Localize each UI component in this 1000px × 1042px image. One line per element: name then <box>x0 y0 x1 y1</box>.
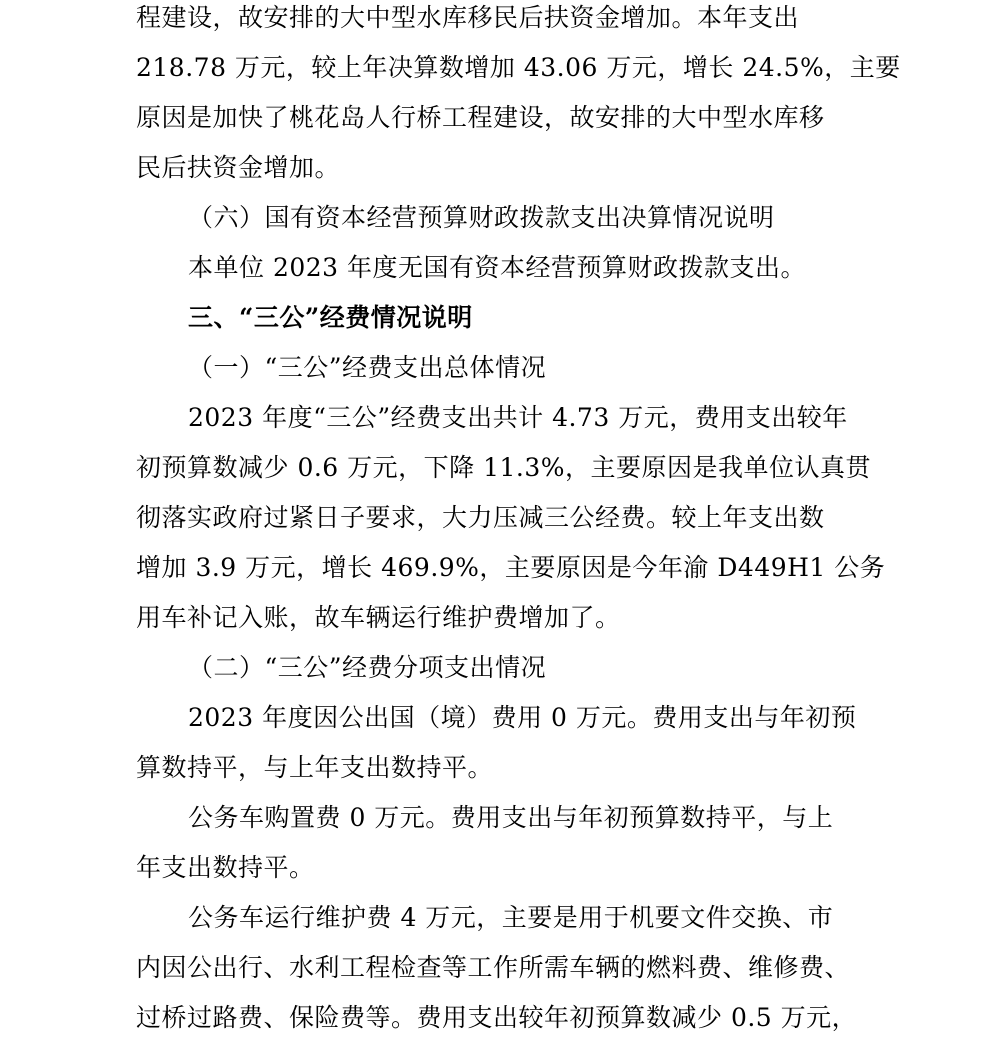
paragraph-line: 2023 年度因公出国（境）费用 0 万元。费用支出与年初预 <box>188 703 857 732</box>
section-heading: （二）“三公”经费分项支出情况 <box>188 653 547 682</box>
paragraph-line: 民后扶资金增加。 <box>136 153 341 182</box>
chapter-heading: 三、“三公”经费情况说明 <box>188 303 473 332</box>
section-heading: （六）国有资本经营预算财政拨款支出决算情况说明 <box>188 203 775 232</box>
paragraph-line: 彻落实政府过紧日子要求，大力压减三公经费。较上年支出数 <box>136 503 825 532</box>
paragraph-line: 2023 年度“三公”经费支出共计 4.73 万元，费用支出较年 <box>188 403 848 432</box>
paragraph-line: 增加 3.9 万元，增长 469.9%，主要原因是今年渝 D449H1 公务 <box>136 553 886 582</box>
paragraph-line: 公务车运行维护费 4 万元，主要是用于机要文件交换、市 <box>188 903 834 932</box>
paragraph-line: 年支出数持平。 <box>136 853 315 882</box>
section-heading: （一）“三公”经费支出总体情况 <box>188 353 547 382</box>
paragraph-line: 过桥过路费、保险费等。费用支出较年初预算数减少 0.5 万元， <box>136 1003 858 1032</box>
paragraph-line: 算数持平，与上年支出数持平。 <box>136 753 494 782</box>
paragraph-line: 公务车购置费 0 万元。费用支出与年初预算数持平，与上 <box>188 803 834 832</box>
paragraph-line: 程建设，故安排的大中型水库移民后扶资金增加。本年支出 <box>136 3 800 32</box>
paragraph-line: 本单位 2023 年度无国有资本经营预算财政拨款支出。 <box>188 253 807 282</box>
paragraph-line: 初预算数减少 0.6 万元，下降 11.3%，主要原因是我单位认真贯 <box>136 453 872 482</box>
paragraph-line: 用车补记入账，故车辆运行维护费增加了。 <box>136 603 621 632</box>
paragraph-line: 内因公出行、水利工程检查等工作所需车辆的燃料费、维修费、 <box>136 953 851 982</box>
paragraph-line: 218.78 万元，较上年决算数增加 43.06 万元，增长 24.5%，主要 <box>136 53 901 82</box>
paragraph-line: 原因是加快了桃花岛人行桥工程建设，故安排的大中型水库移 <box>136 103 825 132</box>
